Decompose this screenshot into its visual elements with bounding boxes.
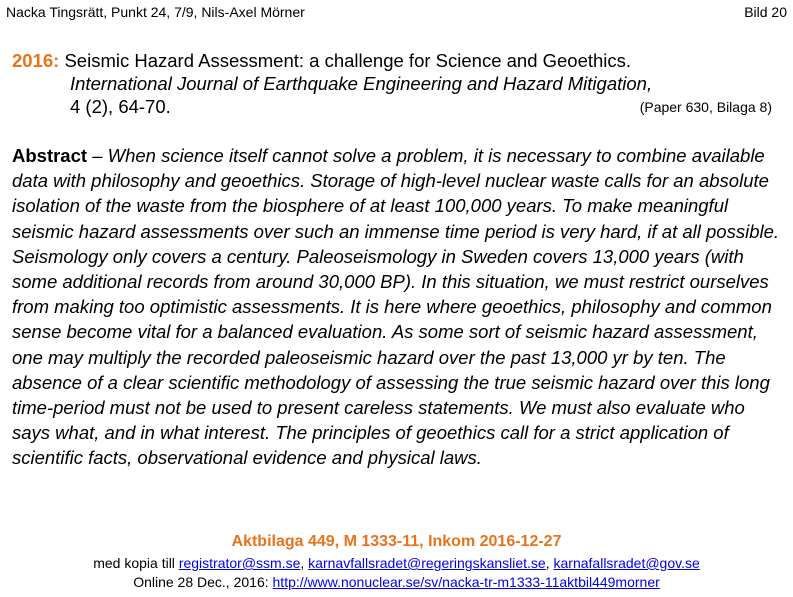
email-separator: , [300, 555, 309, 571]
reference-title-line [12, 49, 772, 72]
aktbilaga-line: Aktbilaga 449, M 1333-11, Inkom 2016-12-27 [231, 533, 562, 550]
reference-block [12, 49, 772, 118]
abstract-text: When science itself cannot solve a problem, it is necessary to combine available data with philosophy and geoethics. Storage of high-level nuclear waste calls for an absolute isolation of the waste from the biosphere of at least 100,000 years. To make meaningful seismic hazard assessments over such an immense time period is very hard, if at all possible. Seismology only covers a century. Paleoseismology in Sweden covers 13,000 years (with some additional records from around 30,000 BP). In this situation, we must restrict ourselves from making too optimistic assessments. It is here where geoethics, philosophy and common sense become vital for a balanced evaluation. As some sort of seismic hazard assessment, one may multiply the recorded paleoseismic hazard over the past 13,000 yr by ten. The absence of a clear scientific methodology of assessing the true seismic hazard over this long time-period must not be used to present careless statements. We must also evaluate who says what, and in what interest. The principles of geoethics call for a strict application of scientific facts, observational evidence and physical laws. [12, 145, 780, 469]
reference-journal: International Journal of Earthquake Engineering and Hazard Mitigation, [70, 73, 653, 94]
slide-number: Bild 20 [744, 4, 787, 20]
email-link-karnafallsradet[interactable]: karnafallsradet@gov.se [553, 555, 700, 571]
reference-year: 2016: [12, 50, 60, 71]
reference-volume-line [12, 95, 772, 118]
slide-header [6, 2, 787, 22]
copy-recipients-line [0, 553, 793, 573]
reference-paper-note: (Paper 630, Bilaga 8) [639, 99, 772, 115]
header-source-text: Nacka Tingsrätt, Punkt 24, 7/9, Nils-Axel Mörner [6, 4, 305, 20]
email-separator: , [545, 555, 554, 571]
reference-title: Seismic Hazard Assessment: a challenge for Science and Geoethics. [64, 50, 632, 71]
reference-journal-line [12, 72, 772, 95]
abstract-paragraph [12, 143, 782, 471]
source-url-link[interactable]: http://www.nonuclear.se/sv/nacka-tr-m1333-11aktbil449morner [272, 574, 660, 590]
abstract-label: Abstract [12, 145, 88, 166]
copy-prefix: med kopia till [93, 555, 179, 571]
online-line [0, 572, 793, 592]
abstract-dash: – [87, 145, 108, 166]
reference-volume: 4 (2), 64-70. [70, 96, 171, 117]
online-prefix: Online 28 Dec., 2016: [133, 574, 273, 590]
email-link-registrator[interactable]: registrator@ssm.se [178, 555, 301, 571]
email-link-karnavfallsradet[interactable]: karnavfallsradet@regeringskansliet.se [308, 555, 546, 571]
